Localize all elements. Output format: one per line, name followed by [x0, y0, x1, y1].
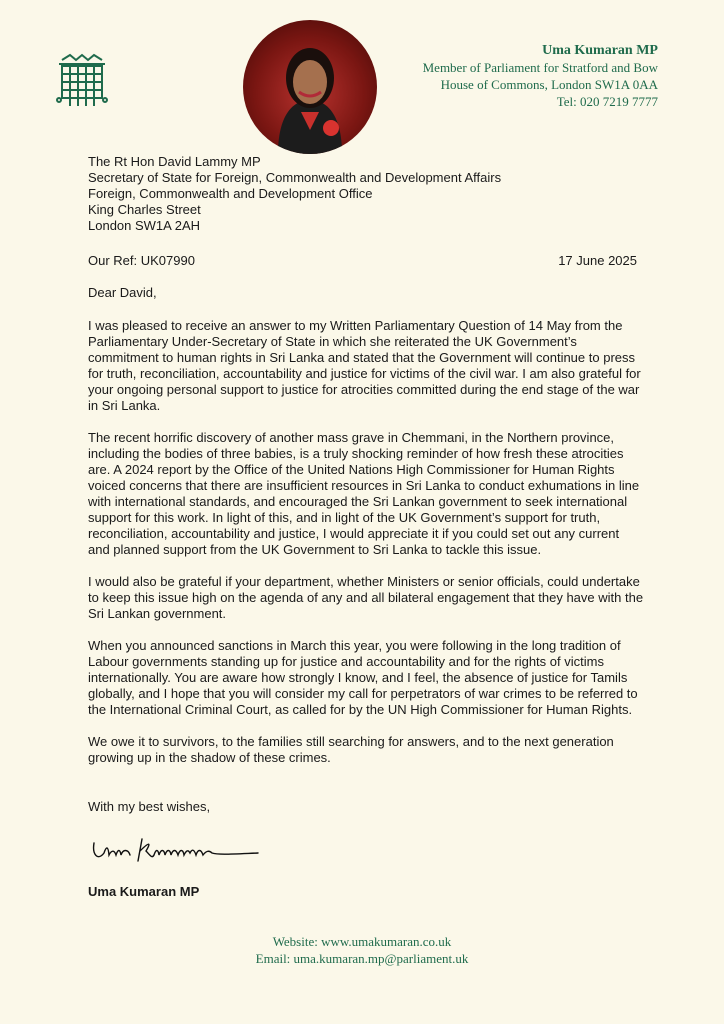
body-paragraph: The recent horrific discovery of another mass grave in Chemmani, in the Northern province, including the bodies of three babies, is a truly shocking reminder of how fresh these atrocities are. A 2024 report by the Office of the United Nations High Commissioner for Human Rights voiced concerns that there are insufficient resources in Sri Lanka to conduct exhumations in line with international standards, and encouraged the Sri Lankan government to seek international support for this work. In light of this, and in light of the UK Government’s support for truth, reconciliation, accountability and justice, I would appreciate it if you could set out any current and planned support from the UK Government to Sri Lanka to tackle this issue.	[88, 430, 640, 557]
recipient-line: Foreign, Commonwealth and Development Office	[88, 186, 373, 201]
reference-row	[88, 253, 637, 268]
salutation: Dear David,	[88, 285, 157, 300]
our-reference: Our Ref: UK07990	[88, 253, 195, 268]
mp-office-address: House of Commons, London SW1A 0AA	[440, 77, 658, 92]
letter-footer	[0, 933, 724, 967]
mp-telephone: Tel: 020 7219 7777	[556, 94, 658, 109]
portcullis-icon	[56, 52, 108, 110]
closing: With my best wishes,	[88, 799, 211, 814]
recipient-line: King Charles Street	[88, 202, 201, 217]
mp-letterhead	[423, 42, 658, 110]
handwritten-signature	[88, 833, 268, 869]
letter-body	[88, 318, 644, 782]
body-paragraph: I was pleased to receive an answer to my Written Parliamentary Question of 14 May from the Parliamentary Under-Secretary of State in which she reiterated the UK Government’s commitment to human rights in Sri Lanka and stated that the Government will continue to press for truth, reconciliation, accountability and justice for victims of the civil war. I am also grateful for your ongoing personal support to justice for atrocities committed during the end stage of the war in Sri Lanka.	[88, 318, 641, 413]
body-paragraph: When you announced sanctions in March this year, you were following in the long tradition of Labour governments standing up for justice and accountability and for the rights of victims internationally. You are aware how strongly I know, and I feel, the absence of justice for Tamils globally, and I hope that you will consider my call for perpetrators of war crimes to be referred to the International Criminal Court, as called for by the UN High Commissioner for Human Rights.	[88, 638, 638, 717]
email-link[interactable]: Email: uma.kumaran.mp@parliament.uk	[255, 951, 469, 966]
recipient-line: London SW1A 2AH	[88, 218, 201, 233]
letter-date: 17 June 2025	[558, 253, 637, 268]
recipient-line: Secretary of State for Foreign, Commonwealth and Development Affairs	[88, 170, 502, 185]
website-link[interactable]: Website: www.umakumaran.co.uk	[272, 934, 452, 949]
recipient-address	[88, 154, 501, 234]
mp-constituency: Member of Parliament for Stratford and Bow	[422, 60, 658, 75]
signer-name: Uma Kumaran MP	[88, 884, 200, 899]
body-paragraph: I would also be grateful if your department, whether Ministers or senior officials, could undertake to keep this issue high on the agenda of any and all bilateral engagement that they have with the Sri Lankan government.	[88, 574, 644, 621]
mp-name: Uma Kumaran MP	[542, 43, 658, 58]
body-paragraph: We owe it to survivors, to the families still searching for answers, and to the next generation growing up in the shadow of these crimes.	[88, 734, 614, 765]
recipient-line: The Rt Hon David Lammy MP	[88, 154, 261, 169]
mp-portrait-photo	[243, 20, 377, 154]
